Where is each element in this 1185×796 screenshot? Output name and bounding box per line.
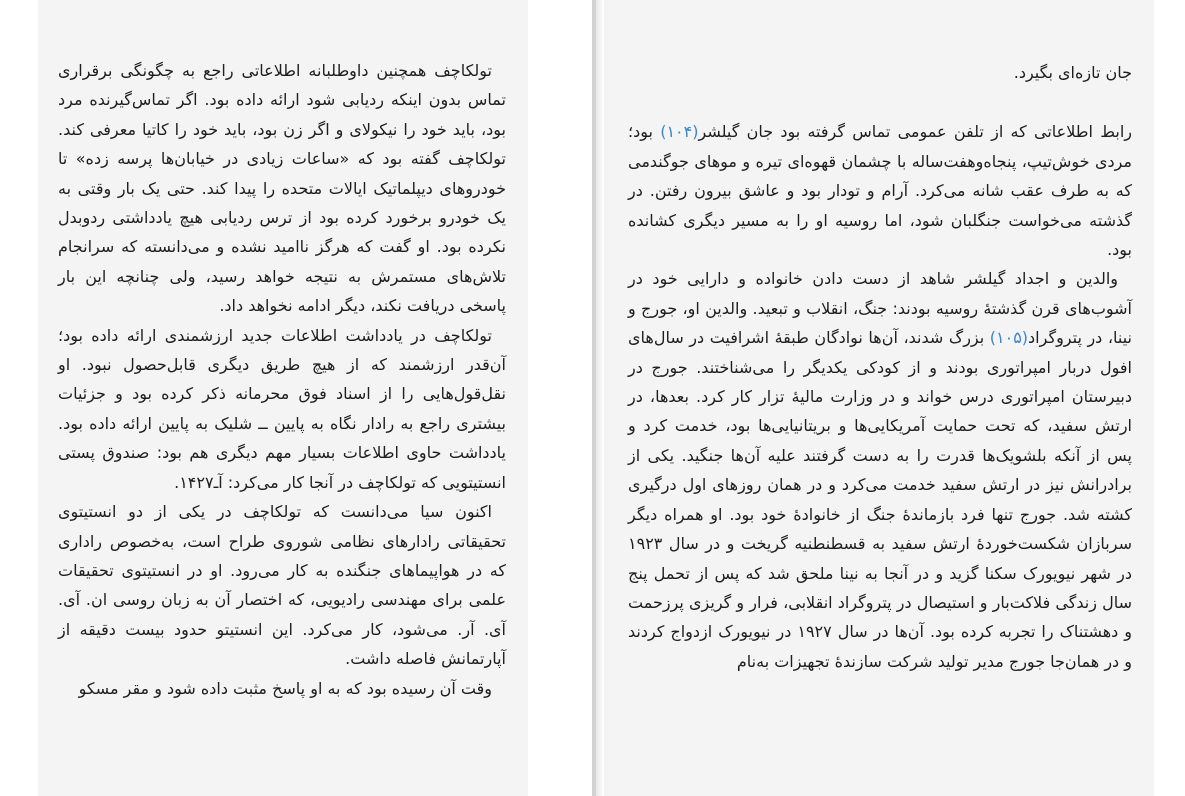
left-page-text: [58, 56, 506, 703]
footnote-ref-105[interactable]: (۱۰۵): [989, 328, 1029, 348]
left-page: [38, 0, 528, 796]
right-opening-line: جان تازه‌ای بگیرد.: [1013, 63, 1132, 82]
right-paragraph-2-rest: بزرگ شدند، آن‌ها نوادگان طبقهٔ اشرافیت در سال‌های افول دربار امپراتوری بودند و از کودکی یکدیگر را می‌شناختند. جورج در دبیرستان امپراتوری درس خواند و در وزارت مالیهٔ تزار کار کرد. بعدها، در ارتش سفید، که تحت حمایت آمریکایی‌ها و بریتانیایی‌ها بود، خدمت کرد و پس از آنکه بلشویک‌ها قدرت را به دست گرفتند علیه آن‌ها جنگید. یکی از برادرانش نیز در ارتش سفید خدمت می‌کرد و در همان روزهای اول درگیری کشته شد. جورج تنها فرد بازماندهٔ جنگ از خانوادهٔ خود بود. او همراه دیگر سربازان شکست‌خوردهٔ ارتش سفید به قسطنطنیه گریخت و در سال ۱۹۲۳ در شهر نیویورک سکنا گزید و در آنجا به نینا ملحق شد که پس از تحمل پنج سال زندگی فلاکت‌بار و استیصال در پتروگراد انقلابی، فرار و گریزی پرزحمت و دهشتناک را تجربه کرده بود. آن‌ها در سال ۱۹۲۷ در نیویورک ازدواج کردند و در همان‌جا جورج مدیر تولید شرکت سازندهٔ تجهیزات به‌نام: [628, 328, 1132, 671]
right-paragraph-2: [628, 264, 1132, 676]
right-paragraph-1-rest: بود؛ مردی خوش‌تیپ، پنجاه‌وهفت‌ساله با چشمان قهوه‌ای تیره و موهای جوگندمی که به طرف عقب شانه می‌کرد. آرام و تودار بود و عاشق بیرون رفتن. در گذشته می‌خواست جنگلبان شود، اما روسیه او را به مسیر دیگری کشانده بود.: [628, 122, 1132, 260]
right-paragraph-1-start: رابط اطلاعاتی که از تلفن عمومی تماس گرفته بود جان گیلشر: [698, 122, 1133, 142]
right-paragraph-1: [628, 117, 1132, 264]
gutter-shadow: [596, 0, 604, 796]
footnote-ref-104[interactable]: (۱۰۴): [660, 122, 699, 142]
left-paragraph-4: وقت آن رسیده بود که به او پاسخ مثبت داده شود و مقر مسکو: [78, 678, 492, 698]
left-paragraph-2: تولکاچف در یادداشت اطلاعات جدید ارزشمندی ارائه داده بود؛ آن‌قدر ارزشمند که از هیچ طریق دیگری قابل‌حصول نبود. او نقل‌قول‌هایی را از اسناد فوق محرمانه ذکر کرده بود و جزئیات بیشتری راجع به رادار نگاه به پایین ــ شلیک به پایین ارائه داده بود. یادداشت حاوی اطلاعات بسیار مهم دیگری هم بود: صندوق پستی انستیتویی که تولکاچف در آنجا کار می‌کرد: آـ۱۴۲۷.: [58, 325, 506, 492]
left-paragraph-3: اکنون سیا می‌دانست که تولکاچف در یکی از دو انستیتوی تحقیقاتی رادارهای نظامی شوروی طراح است، به‌خصوص راداری که در هواپیماهای جنگنده به کار می‌رود. او در انستیتوی تحقیقات علمی برای مهندسی رادیویی، که اختصار آن به زبان روسی ان. آی. آی. آر. می‌شود، کار می‌کرد. این انستیتو حدود بیست دقیقه از آپارتمانش فاصله داشت.: [58, 502, 506, 669]
right-paragraph-2-start: والدین و اجداد گیلشر شاهد از دست دادن خانواده و دارایی خود در آشوب‌های قرن گذشتهٔ روسیه بودند: جنگ، انقلاب و تبعید. والدین او، جورج و نینا، در پتروگراد: [628, 269, 1133, 348]
right-page: [604, 0, 1154, 796]
right-page-text: [628, 58, 1132, 676]
left-paragraph-1: تولکاچف همچنین داوطلبانه اطلاعاتی راجع به چگونگی برقراری تماس بدون اینکه ردیابی شود ارائه داده بود. اگر تماس‌گیرنده مرد بود، باید خود را نیکولای و اگر زن بود، باید خود را کاتیا معرفی کند. تولکاچف گفته بود که «ساعات زیادی در خیابان‌ها پرسه زده» تا خودروهای دیپلماتیک ایالات متحده را پیدا کند. حتی یک بار وقتی به یک خودرو برخورد کرده بود از ترس ردیابی هیچ یادداشتی ردوبدل نکرده بود. او گفت که هرگز ناامید نشده و می‌دانسته که سرانجام تلاش‌های مستمرش به نتیجه خواهد رسید، ولی چنانچه این بار پاسخی دریافت نکند، دیگر ادامه نخواهد داد.: [58, 61, 506, 316]
paragraph-gap: [628, 87, 1132, 117]
